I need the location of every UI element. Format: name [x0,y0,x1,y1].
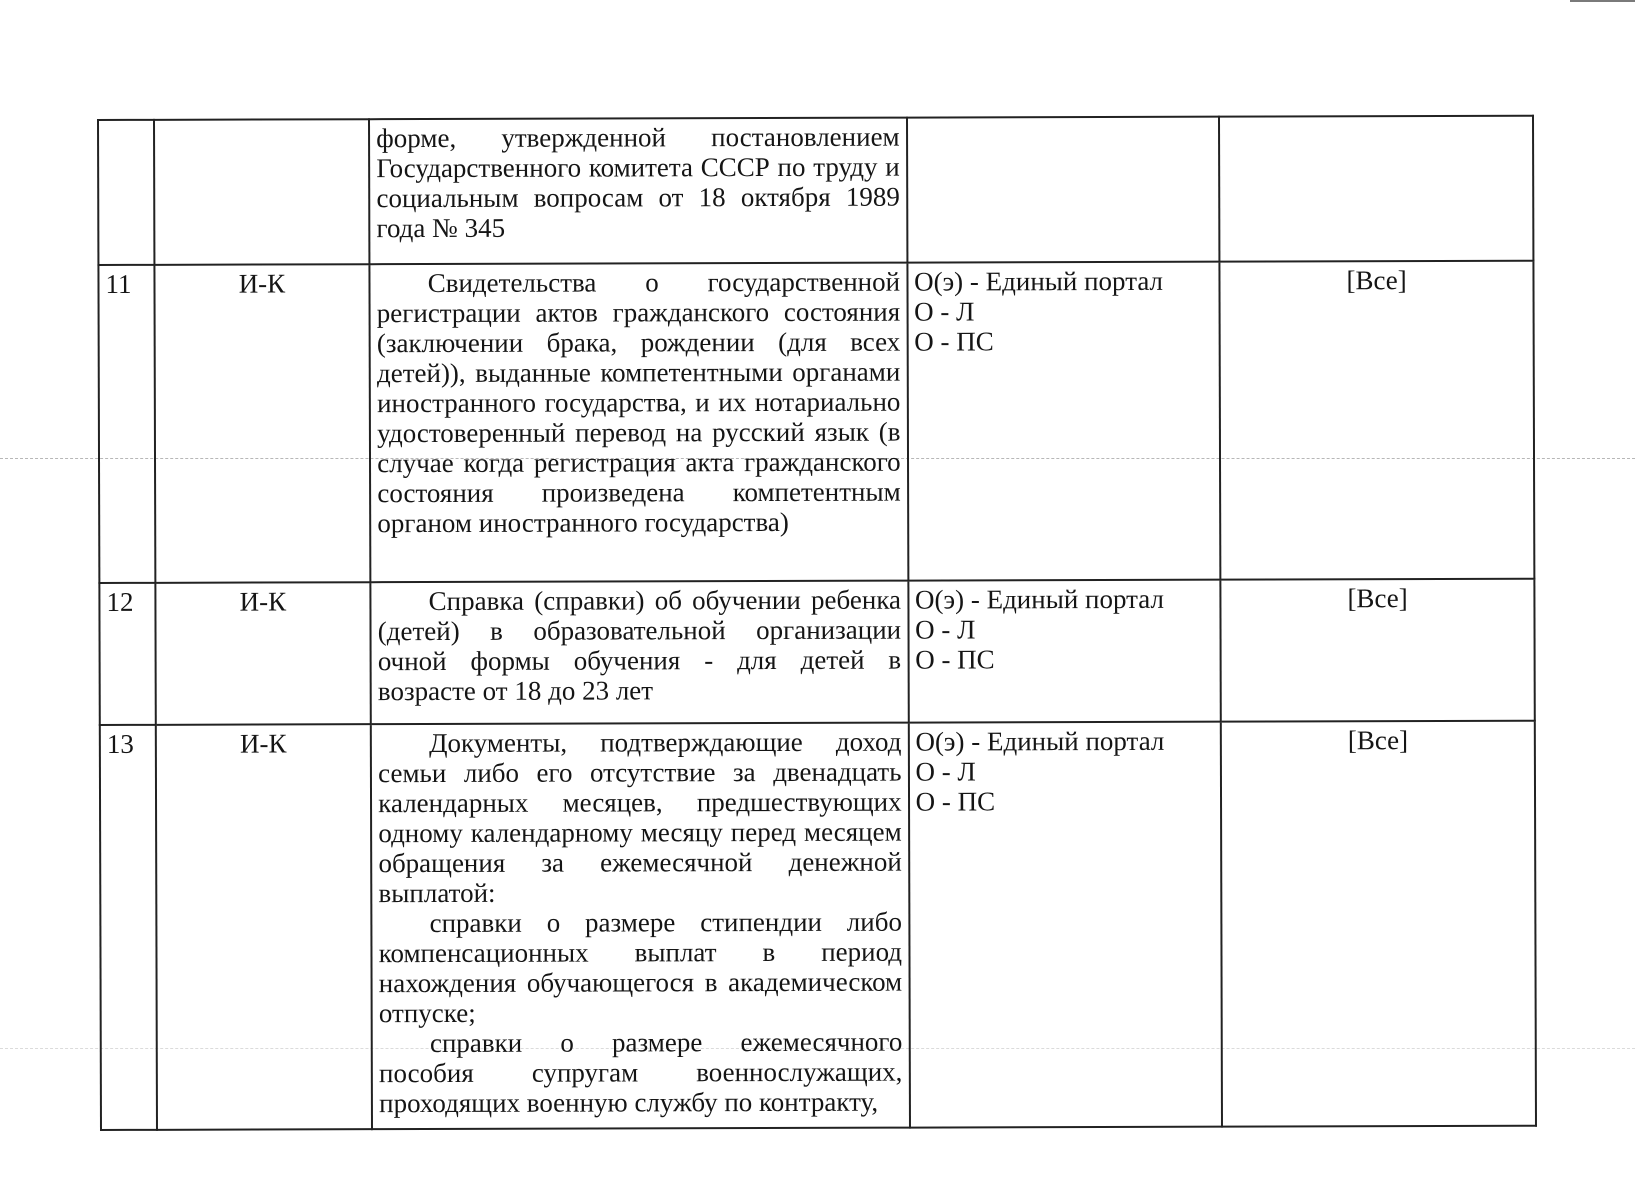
row-number-cell [98,120,154,265]
row-description-cell [371,722,910,1129]
row-description-cell [370,262,908,582]
row-code-cell: И-К [155,724,372,1130]
row-applies-cell: [Все] [1221,579,1535,721]
description-paragraph: форме, утвержденной постановлением Государственного комитета СССР по труду и социальным вопросам от 18 октября 1989 года № 345 [376,121,900,244]
row-code-cell [154,119,370,264]
source-line: О(э) - Единый портал [914,583,1164,615]
table-row [100,720,1536,1130]
source-line: О(э) - Единый портал [915,725,1165,757]
row-source-cell [908,721,1222,1127]
description-paragraph: Документы, подтверждающие доход семьи либо его отсутствие за двенадцать календарных месяцев, предшествующих одному календарному месяцу перед месяцем обращения за ежемесячной денежной выплатой: [378,726,902,908]
row-applies-cell: [Все] [1221,720,1536,1126]
source-line: О - ПС [914,325,994,357]
source-line: О - ПС [915,644,995,675]
source-line: О - Л [915,755,976,787]
description-paragraph: справки о размере ежемесячного пособия супругам военнослужащих, проходящих военную службу по контракту, [378,1026,903,1118]
row-number-cell: 11 [98,264,155,583]
row-source-cell [907,117,1220,262]
row-number-cell: 12 [99,583,155,725]
source-line: О - Л [914,295,975,327]
documents-table [97,115,1537,1131]
row-description-cell [369,118,907,264]
description-paragraph: Справка (справки) об обучении ребенка (детей) в образовательной организации очной формы обучения - для детей в возрасте от 18 до 23 лет [377,584,902,707]
row-applies-cell [1219,116,1533,261]
table-row [99,579,1534,725]
row-code-cell: И-К [154,264,370,583]
table-row-continuation [98,116,1533,265]
row-description-cell [371,581,909,724]
row-number-cell: 13 [100,724,157,1130]
source-line: О - Л [915,614,976,645]
row-applies-cell: [Все] [1220,260,1535,579]
description-paragraph: справки о размере стипендии либо компенсационных выплат в период нахождения обучающегося в академическом отпуске; [378,906,903,1028]
scan-corner-mark [1570,0,1635,2]
source-line: О(э) - Единый портал [914,265,1164,297]
row-source-cell [907,261,1221,580]
row-code-cell: И-К [155,582,371,724]
description-paragraph: Свидетельства о государственной регистрации актов гражданского состояния (заключении брака, рождении (для всех детей)), выданные компетентными органами иностранного государства, и их нотариально удостоверенный перевод на русский язык (в случае когда регистрация акта гражданского состояния произведена компетентным органом иностранного государства) [376,266,901,538]
row-source-cell [908,580,1221,722]
table-row [98,260,1534,583]
source-line: О - ПС [915,785,996,817]
